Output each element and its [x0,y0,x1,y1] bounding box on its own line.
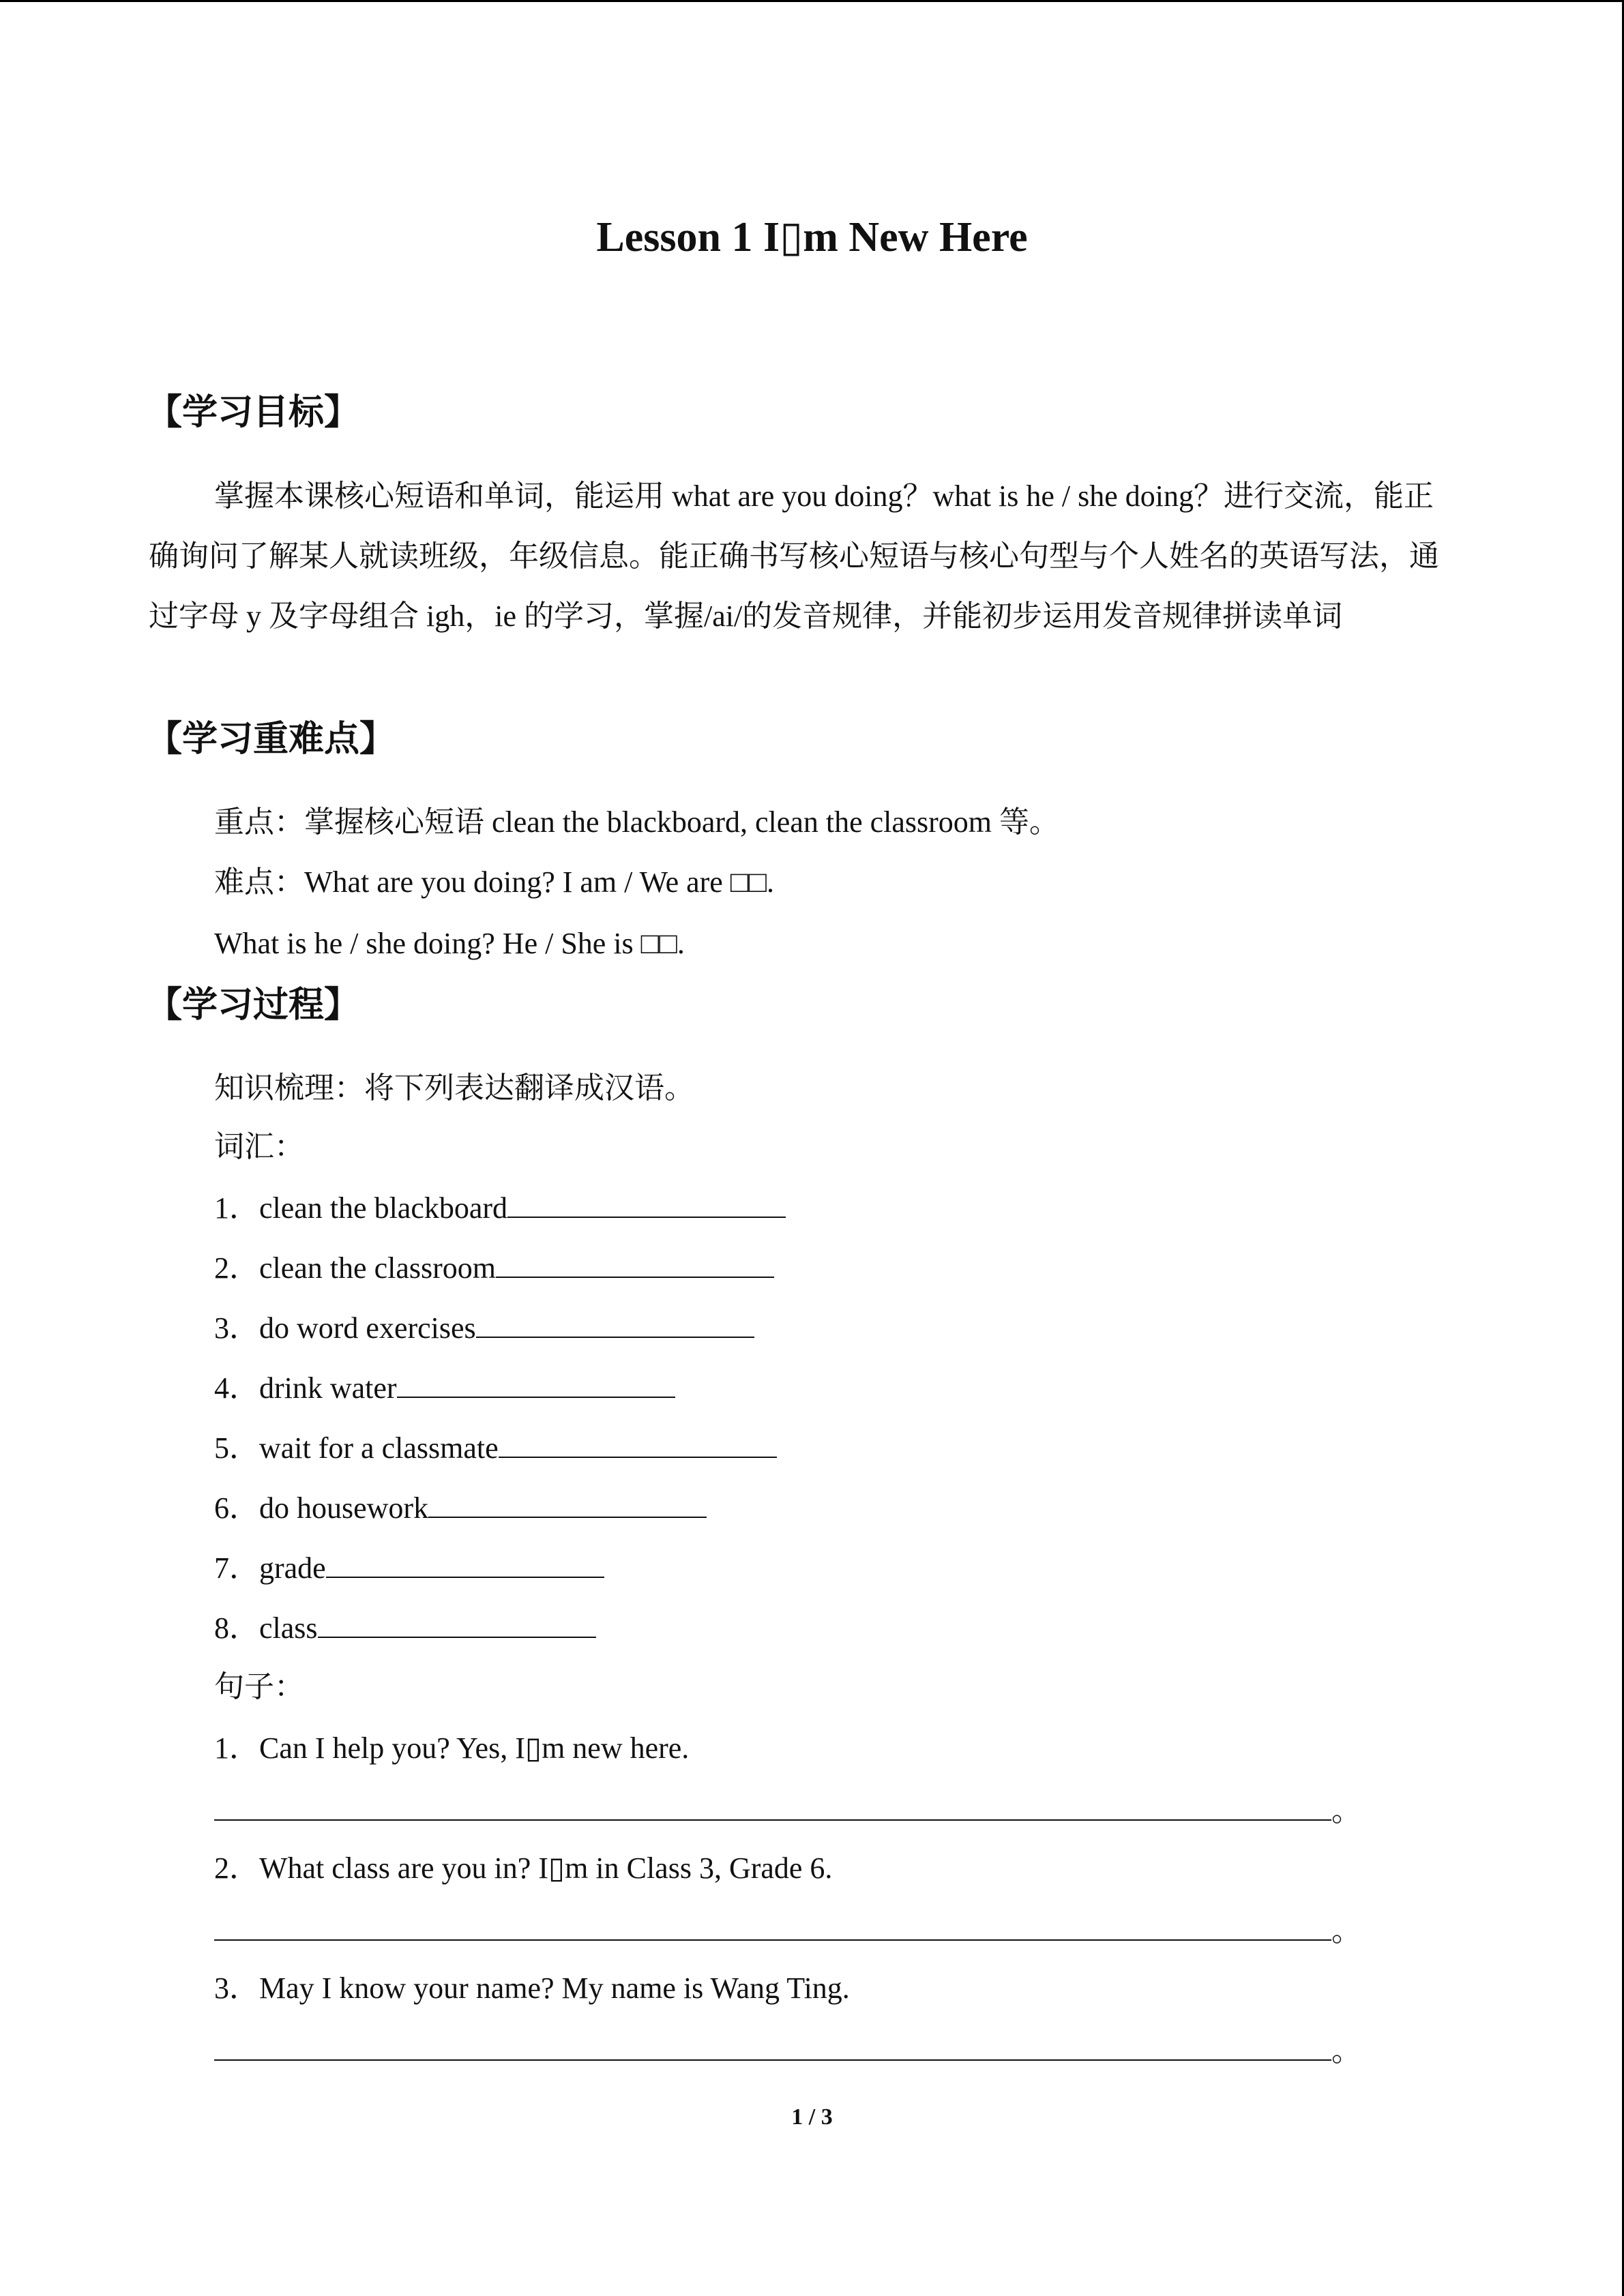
page-number: 1 / 3 [791,2104,833,2130]
vocab-item: 3．do word exercises [214,1309,754,1347]
vocab-item: 1．clean the blackboard [214,1189,786,1227]
vocab-item: 5．wait for a classmate [214,1429,777,1467]
key-point-difficulty-2: What is he / she doing? He / She is □□. [214,927,685,960]
page-title: Lesson 1 I▯m New Here [596,214,1028,260]
answer-blank[interactable] [214,1792,1331,1821]
sentence-answer-line: 。 [214,1792,1361,1830]
key-point-focus: 重点：掌握核心短语 clean the blackboard, clean the classroom 等。 [214,805,1060,839]
answer-blank[interactable] [428,1489,707,1518]
heading-process: 【学习过程】 [147,985,360,1026]
sentence-item: 3．May I know your name? My name is Wang Ting. [214,1971,850,2005]
answer-blank[interactable] [499,1429,777,1458]
answer-blank[interactable] [214,1912,1331,1941]
answer-blank[interactable] [326,1549,604,1578]
sentence-item: 1．Can I help you? Yes, I▯m new here. [214,1731,690,1765]
sentences-label: 句子： [214,1670,304,1703]
top-border [0,0,1624,2]
vocab-item: 8．class [214,1609,596,1648]
vocab-item: 6．do housework [214,1489,707,1527]
answer-blank[interactable] [476,1309,754,1338]
answer-blank[interactable] [318,1609,596,1638]
answer-blank[interactable] [214,2032,1331,2061]
vocab-item: 4．drink water [214,1369,675,1407]
answer-blank[interactable] [496,1249,774,1278]
key-point-difficulty: 难点：What are you doing? I am / We are □□. [214,865,774,899]
vocab-label: 词汇： [214,1130,304,1163]
vocab-item: 2．clean the classroom [214,1249,774,1287]
sentence-answer-line: 。 [214,1912,1361,1950]
answer-blank[interactable] [397,1369,675,1398]
goals-paragraph: 掌握本课核心短语和单词，能运用 what are you doing？what is he / she doing？进行交流，能正确询问了解某人就读班级，年级信息。能正确书写核心短语与核心句型与个人姓名的英语写法，通过字母 y 及字母组合 igh，ie 的学习，掌握/ai/的发音规律，并能初步运用发音规律拼读单词 [149,479,1439,633]
heading-goals: 【学习目标】 [147,392,360,433]
answer-blank[interactable] [507,1189,786,1218]
sentence-item: 2．What class are you in? I▯m in Class 3, Grade 6. [214,1851,833,1885]
process-intro: 知识梳理：将下列表达翻译成汉语。 [214,1071,694,1105]
sentence-answer-line: 。 [214,2032,1361,2070]
heading-key-points: 【学习重难点】 [147,719,396,760]
vocab-item: 7．grade [214,1549,604,1587]
